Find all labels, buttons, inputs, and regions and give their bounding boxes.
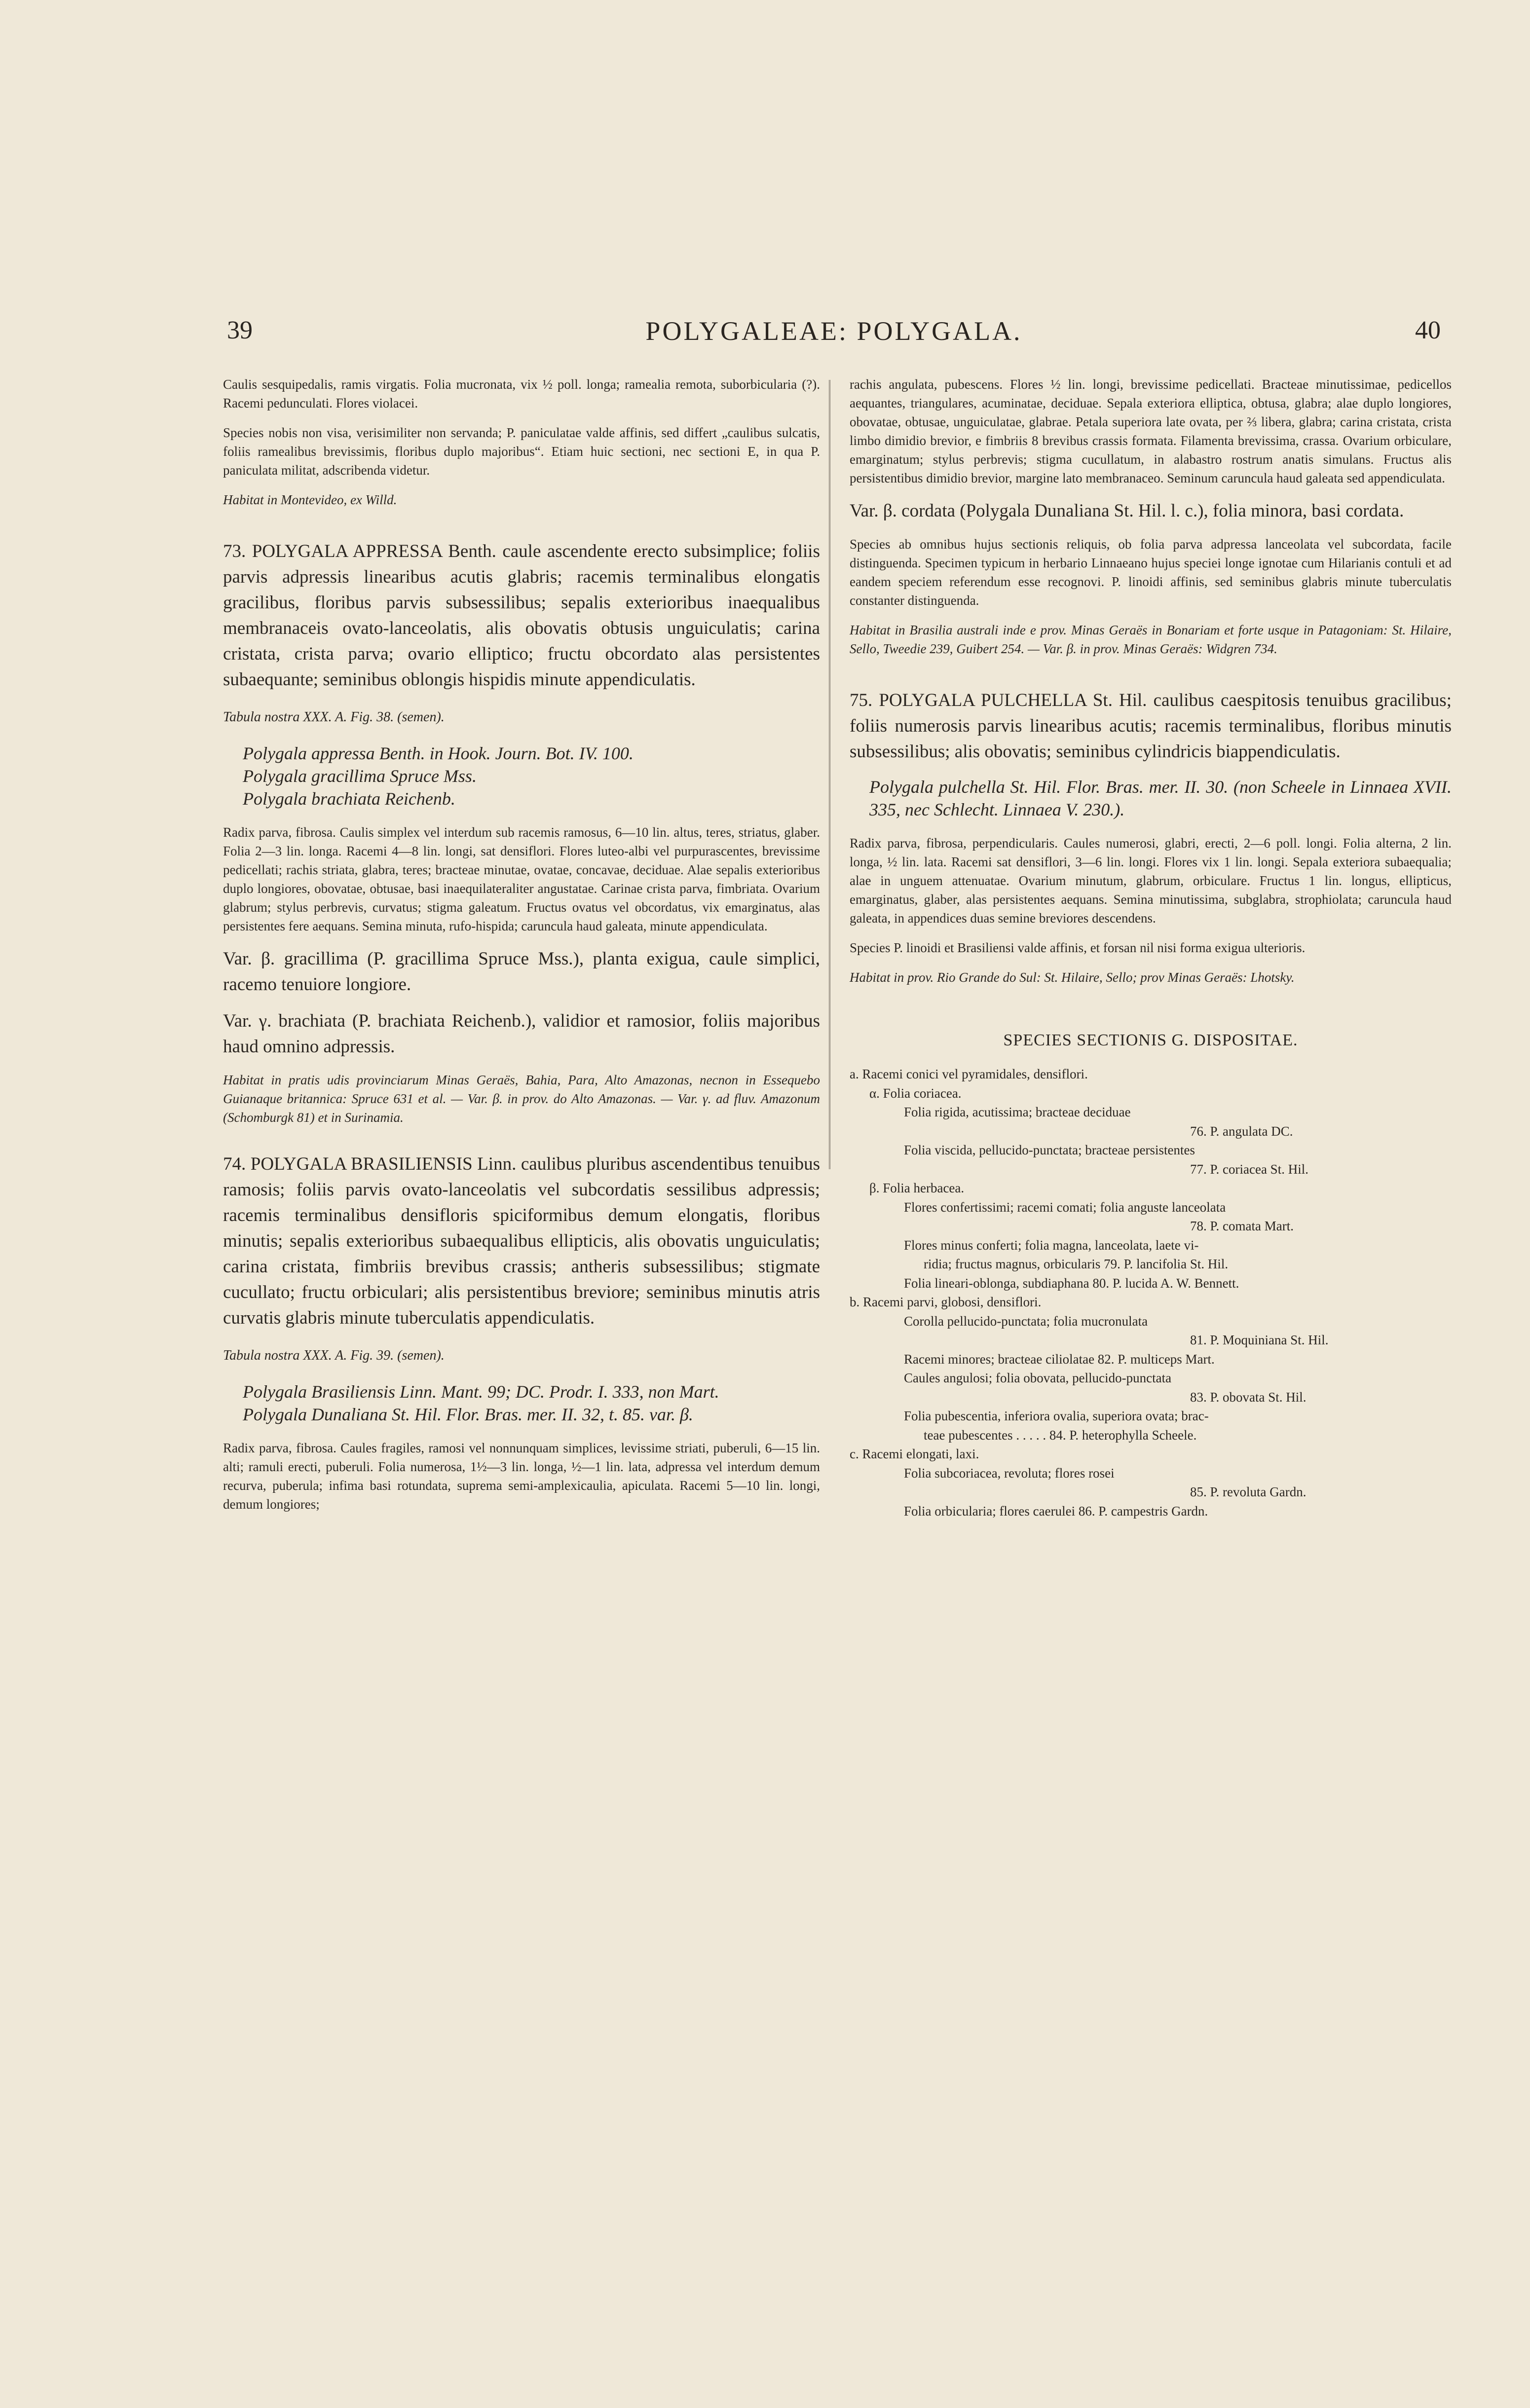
key-line: Folia viscida, pellucido-punctata; bracteae persistentes — [904, 1143, 1195, 1157]
key-line: b. Racemi parvi, globosi, densiflori. — [850, 1295, 1042, 1309]
key-line: Caules angulosi; folia obovata, pellucido-punctata — [904, 1371, 1172, 1385]
synonyms-73 — [243, 742, 820, 810]
key-line: 85. P. revoluta Gardn. — [1190, 1484, 1306, 1499]
running-title: POLYGALEAE: POLYGALA. — [645, 316, 1022, 346]
key-line: Corolla pellucido-punctata; folia mucronulata — [904, 1313, 1148, 1329]
key-line: teae pubescentes . . . . . 84. P. heterophylla Scheele. — [924, 1427, 1197, 1443]
right-column — [850, 375, 1452, 1520]
key-line: Folia rigida, acutissima; bracteae deciduae — [904, 1105, 1131, 1119]
key-line: 83. P. obovata St. Hil. — [1190, 1389, 1306, 1405]
synonym: Polygala Brasiliensis Linn. Mant. 99; DC. Prodr. I. 333, non Mart. — [243, 1382, 719, 1402]
key-line: 77. P. coriacea St. Hil. — [1190, 1161, 1308, 1177]
habitat-73: Habitat in pratis udis provinciarum Minas Geraës, Bahia, Para, Alto Amazonas, necnon in Essequebo Guianaque britannica: Spruce 631 et al. — Var. β. in prov. do Alto Amazonas. — Var. γ. ad fluv. Amazonum (Schomburgk 81) et in Surinamia. — [223, 1073, 820, 1125]
species-73-diagnosis: 73. POLYGALA APPRESSA Benth. caule ascendente erecto subsimplice; foliis parvis adpressis linearibus acutis glabris; racemis terminalibus elongatis gracilibus, floribus parvis subsessilibus; sepalis exterioribus inaequalibus membranaceis ovato-lanceolatis, alis obovatis obtusis unguiculatis; carina cristata, crista parva; ovario elliptico; fructu obcordato alas persistentes subaequante; seminibus oblongis hispidis minute appendiculatis. — [223, 541, 820, 690]
column-divider — [829, 380, 830, 1169]
running-header — [227, 316, 1441, 360]
key-line: a. Racemi conici vel pyramidales, densiflori. — [850, 1067, 1088, 1081]
key-line: Racemi minores; bracteae ciliolatae 82. P. multiceps Mart. — [904, 1351, 1215, 1367]
species-74-description-cont: rachis angulata, pubescens. Flores ½ lin. longi, brevissime pedicellati. Bracteae minutissimae, pedicellos aequantes, triangulares, acuminatae, deciduae. Sepala exteriora elliptica, obtusa, glabra; alae duplo longiores, obovatae, obtusae, unguiculatae, glabrae. Petala superiora late ovata, per ⅔ libera, glabra; carina cristata, crista limbo dimidio brevior, e fimbriis 8 brevibus crassis formata. Filamenta brevissima, crassa. Ovarium orbiculare, emarginatum; stylus perbrevis; stigma cucullatum, in alabastro rostrum anatis simulans. Fructus alis persistentibus dimidio brevior, margine lato membranaceo. Seminum caruncula haud galeata sed appendiculata. — [850, 377, 1452, 485]
note-74: Species ab omnibus hujus sectionis reliquis, ob folia parva adpressa lanceolata vel subcordata, facile distinguenda. Specimen typicum in herbario Linnaeano hujus speciei longe ignotae cum Hilarianis contuli et ad eandem speciem referendum esse recognovi. P. linoidi affinis, sed seminibus glabris minute tuberculatis constanter distinguenda. — [850, 537, 1452, 608]
species-75-description: Radix parva, fibrosa, perpendicularis. Caules numerosi, glabri, erecti, 2—6 poll. longi. Folia alterna, 2 lin. longa, ½ lin. lata. Racemi sat densiflori, 3—6 lin. longi. Flores vix 1 lin. longi. Sepala exteriora subaequalia; alae in unguem attenuatae. Ovarium minutum, glabrum, orbiculare. Fructus 1 lin. longus, ellipticus, emarginatus, glaber, alas persistentes aequans. Semina minutissima, subglabra, strophiolata; caruncula haud galeata, in appendices duas semine breviores descendens. — [850, 836, 1452, 926]
key-line: Flores minus conferti; folia magna, lanceolata, laete vi- — [904, 1237, 1199, 1253]
synonyms-74 — [243, 1380, 820, 1426]
plate-reference-74: Tabula nostra XXX. A. Fig. 39. (semen). — [223, 1348, 445, 1363]
habitat-75: Habitat in prov. Rio Grande do Sul: St. Hilaire, Sello; prov Minas Geraës: Lhotsky. — [850, 970, 1295, 985]
synonym: Polygala brachiata Reichenb. — [243, 789, 455, 809]
section-key-title: SPECIES SECTIONIS G. DISPOSITAE. — [1003, 1031, 1298, 1049]
key-line: Folia lineari-oblonga, subdiaphana 80. P. lucida A. W. Bennett. — [904, 1275, 1239, 1291]
synonym: Polygala appressa Benth. in Hook. Journ. Bot. IV. 100. — [243, 743, 634, 763]
left-column — [223, 375, 820, 1524]
species-74-description: Radix parva, fibrosa. Caules fragiles, ramosi vel nonnunquam simplices, levissime striati, puberuli, 6—15 lin. alti; ramuli erecti, puberuli. Folia numerosa, 1½—3 lin. longa, ½—1 lin. lata, adpressa vel interdum demum recurva, puberula; infima basi rotundata, suprema semi-amplexicaulia, apiculata. Racemi 5—10 lin. longi, demum longiores; — [223, 1441, 820, 1512]
synonym: Polygala gracillima Spruce Mss. — [243, 766, 477, 786]
description-paragraph: Caulis sesquipedalis, ramis virgatis. Folia mucronata, vix ½ poll. longa; ramealia remota, suborbicularia (?). Racemi pedunculati. Flores violacei. — [223, 377, 820, 410]
key-line: Folia orbicularia; flores caerulei 86. P. campestris Gardn. — [904, 1503, 1208, 1519]
variety-beta-74: Var. β. cordata (Polygala Dunaliana St. Hil. l. c.), folia minora, basi cordata. — [850, 501, 1404, 521]
variety-gamma-73: Var. γ. brachiata (P. brachiata Reichenb.), validior et ramosior, foliis majoribus haud omnino adpressis. — [223, 1011, 820, 1057]
species-key — [850, 1065, 1452, 1520]
key-line: 76. P. angulata DC. — [1190, 1123, 1293, 1139]
key-line: ridia; fructus magnus, orbicularis 79. P. lancifolia St. Hil. — [924, 1257, 1229, 1271]
key-line: c. Racemi elongati, laxi. — [850, 1446, 979, 1461]
key-line: β. Folia herbacea. — [869, 1181, 965, 1195]
species-73-description: Radix parva, fibrosa. Caulis simplex vel interdum sub racemis ramosus, 6—10 lin. altus, teres, striatus, glaber. Folia 2—3 lin. longa. Racemi 4—8 lin. longi, sat densiflori. Flores luteo-albi vel purpurascentes, brevissime pedicellati; rachis striata, glabra, teres; bracteae minutae, ovatae, concavae, deciduae. Alae sepalis exterioribus duplo longiores, obovatae, obtusae, basi inaequilateraliter angustatae. Carinae crista parva, fimbriata. Ovarium glabrum; stylus perbrevis, curvatus; stigma galeatum. Fructus ovatus vel obcordatus, vix emarginatus, alas persistentes fere aequans. Semina minuta, rufo-hispida; caruncula haud galeata, minute appendiculata. — [223, 825, 820, 933]
plate-reference-73: Tabula nostra XXX. A. Fig. 38. (semen). — [223, 709, 445, 725]
note-75: Species P. linoidi et Brasiliensi valde affinis, et forsan nil nisi forma exigua ulterioris. — [850, 940, 1306, 955]
habitat-line: Habitat in Montevideo, ex Willd. — [223, 492, 397, 507]
key-line: 81. P. Moquiniana St. Hil. — [1190, 1333, 1329, 1347]
variety-beta-73: Var. β. gracillima (P. gracillima Spruce Mss.), planta exigua, caule simplici, racemo tenuiore longiore. — [223, 949, 820, 995]
note-paragraph: Species nobis non visa, verisimiliter non servanda; P. paniculatae valde affinis, sed differt „caulibus sulcatis, foliis ramealibus brevissimis, floribus duplo majoribus“. Etiam huic sectioni, nec sectioni E, in qua P. paniculata militat, adscribenda videtur. — [223, 425, 820, 478]
key-line: Flores confertissimi; racemi comati; folia anguste lanceolata — [904, 1199, 1226, 1215]
key-line: Folia pubescentia, inferiora ovalia, superiora ovata; brac- — [904, 1408, 1209, 1423]
key-line: 78. P. comata Mart. — [1190, 1219, 1294, 1233]
habitat-74: Habitat in Brasilia australi inde e prov. Minas Geraës in Bonariam et forte usque in Patagoniam: St. Hilaire, Sello, Tweedie 239, Guibert 254. — Var. β. in prov. Minas Geraës: Widgren 734. — [850, 623, 1452, 656]
species-74-diagnosis: 74. POLYGALA BRASILIENSIS Linn. caulibus pluribus ascendentibus tenuibus ramosis; foliis parvis ovato-lanceolatis vel subcordatis sessilibus adpressis; racemis terminalibus densifloris spiciformibus demum elongatis, floribus minutis; sepalis exterioribus subaequalibus ellipticis, alis obovatis unguiculatis; carina cristata, fimbriis brevibus crassis; antheris subsessilibus; stigmate cucullato; fructu orbiculari; alis persistentibus breviore; seminibus minutis atris curvatis glabris minute tuberculatis appendiculatis. — [223, 1154, 820, 1328]
key-line: α. Folia coriacea. — [869, 1085, 962, 1101]
key-line: Folia subcoriacea, revoluta; flores rosei — [904, 1465, 1115, 1481]
synonym: Polygala Dunaliana St. Hil. Flor. Bras. mer. II. 32, t. 85. var. β. — [243, 1405, 693, 1424]
page-number-left: 39 — [227, 316, 253, 344]
page-number-right: 40 — [1415, 316, 1441, 344]
species-75-diagnosis: 75. POLYGALA PULCHELLA St. Hil. caulibus caespitosis tenuibus gracilibus; foliis numerosis parvis linearibus acutis; racemis terminalibus, floribus minutis subsessilibus; alis obovatis; seminibus cylindricis biappendiculatis. — [850, 690, 1452, 762]
synonym-75: Polygala pulchella St. Hil. Flor. Bras. mer. II. 30. (non Scheele in Linnaea XVII. 335, nec Schlecht. Linnaea V. 230.). — [869, 777, 1452, 819]
